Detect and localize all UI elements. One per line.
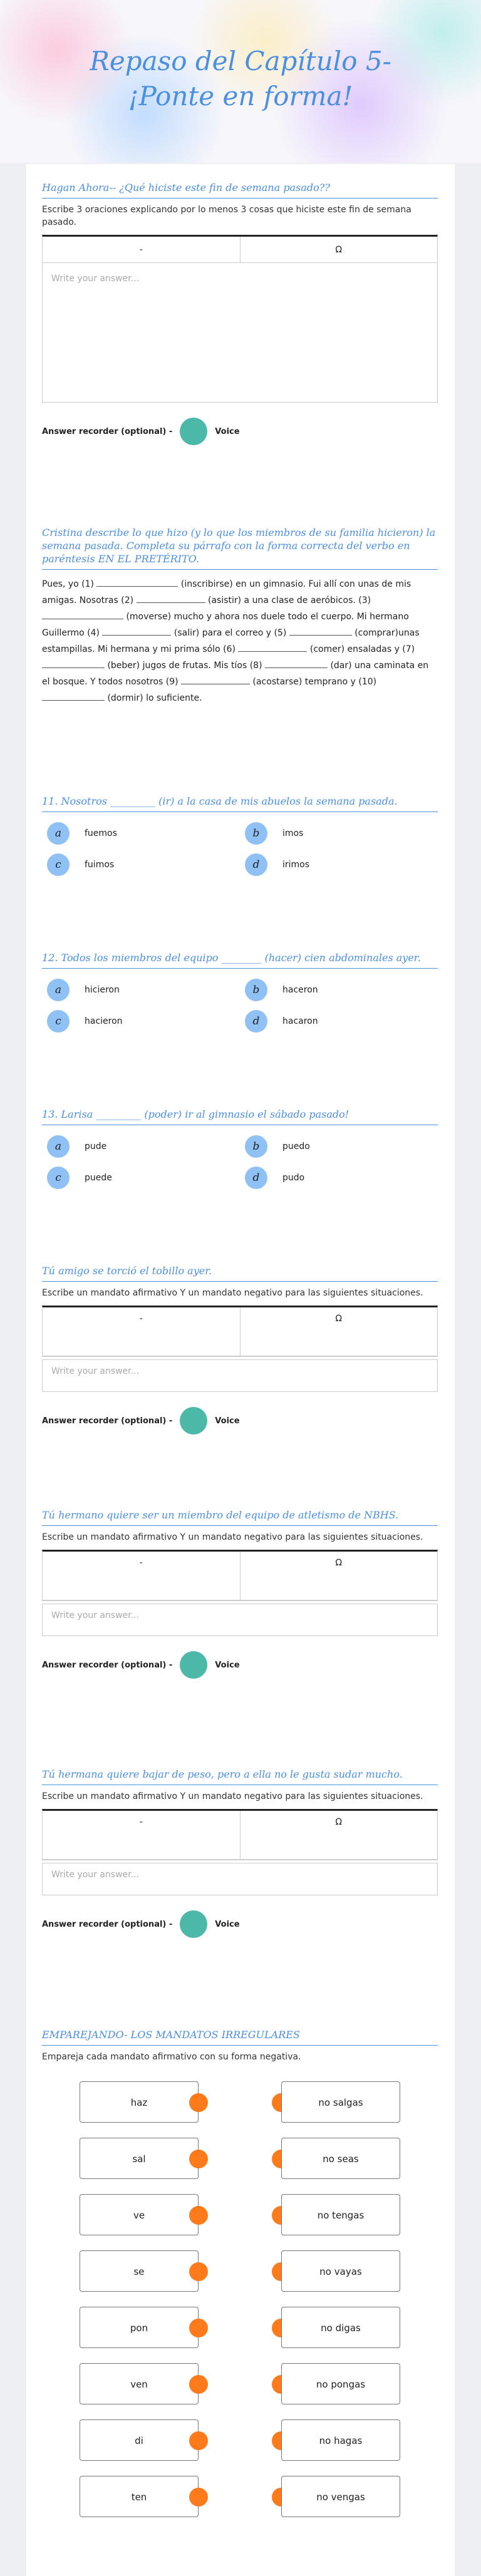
match-right-item[interactable]: no pongas (281, 2363, 400, 2404)
voice-label: Voice (215, 426, 240, 436)
option-text: haceron (282, 985, 318, 995)
record-button[interactable] (180, 418, 207, 445)
question-hagan-ahora (42, 182, 438, 445)
option-letter: c (47, 1010, 70, 1033)
option-b[interactable] (240, 979, 438, 1001)
match-left-item[interactable]: di (80, 2419, 199, 2461)
options (42, 979, 438, 1033)
match-left-item[interactable]: sal (80, 2138, 199, 2179)
answer-placeholder: Write your answer... (51, 1870, 139, 1880)
option-d[interactable] (240, 1010, 438, 1033)
answer-recorder-label: Answer recorder (optional) - (42, 1919, 173, 1929)
record-button[interactable] (180, 1407, 207, 1435)
paragraph-text: (acostarse) temprano y (10) (252, 677, 377, 687)
blank-7[interactable] (42, 658, 105, 668)
option-c[interactable] (42, 853, 240, 876)
question-description: Escribe un mandato afirmativo Y un mandato negativo para las siguientes situaciones. (42, 1288, 423, 1298)
option-text: fuimos (85, 860, 115, 870)
match-left-handle[interactable] (189, 2375, 208, 2394)
option-letter: c (47, 1167, 70, 1189)
option-a[interactable] (42, 1135, 240, 1158)
paragraph-text: (salir) para el correo y (5) (173, 628, 287, 638)
option-letter: b (245, 979, 267, 1001)
question-description: Escribe 3 oraciones explicando por lo menos 3 cosas que hiciste este fin de semana pasado. (42, 205, 411, 227)
paragraph-text: (dormir) lo suficiente. (107, 693, 202, 703)
paragraph-text: (comprar)unas estampillas. Mi hermana y mi prima sólo (6) (42, 628, 420, 654)
option-letter: a (47, 1135, 70, 1158)
blank-6[interactable] (238, 642, 307, 652)
match-left-item[interactable]: pon (80, 2307, 199, 2348)
match-right-item[interactable]: no seas (281, 2138, 400, 2179)
answer-table (42, 1306, 438, 1357)
match-row (80, 2307, 400, 2349)
record-button[interactable] (180, 1910, 207, 1938)
blank-4[interactable] (102, 626, 171, 636)
match-left-handle[interactable] (189, 2262, 208, 2281)
table-col-1: - (139, 1314, 143, 1324)
option-text: irimos (282, 860, 310, 870)
answer-recorder-label: Answer recorder (optional) - (42, 426, 173, 436)
question-11 (42, 795, 438, 876)
question-title: Tú hermana quiere bajar de peso, pero a ella no le gusta sudar mucho. (42, 1768, 438, 1785)
option-letter: d (245, 1010, 267, 1033)
option-b[interactable] (240, 822, 438, 845)
option-a[interactable] (42, 822, 240, 845)
option-a[interactable] (42, 979, 240, 1001)
option-text: pude (85, 1141, 107, 1151)
question-title: EMPAREJANDO- LOS MANDATOS IRREGULARES (42, 2029, 438, 2046)
match-row (80, 2476, 400, 2518)
match-row (80, 2419, 400, 2462)
blank-8[interactable] (265, 658, 328, 668)
table-header (43, 1811, 437, 1860)
paragraph-text: (inscribirse) en un gimnasio. Fui allí con unas de mis amigas. Nosotras (2) (42, 579, 411, 605)
option-b[interactable] (240, 1135, 438, 1158)
answer-recorder-label: Answer recorder (optional) - (42, 1660, 173, 1670)
option-letter: d (245, 853, 267, 876)
worksheet (26, 164, 455, 2576)
blank-5[interactable] (289, 626, 352, 636)
option-c[interactable] (42, 1167, 240, 1189)
question-emparejando (42, 2029, 438, 2530)
option-letter: a (47, 979, 70, 1001)
options (42, 822, 438, 876)
answer-recorder-label: Answer recorder (optional) - (42, 1416, 173, 1426)
table-col-1: - (139, 1817, 143, 1827)
option-text: fuemos (85, 828, 117, 838)
match-right-item[interactable]: no tengas (281, 2194, 400, 2235)
option-text: hacaron (282, 1016, 318, 1026)
answer-input[interactable] (42, 1359, 438, 1392)
table-col-2: Ω (240, 1307, 438, 1356)
header-background (0, 0, 481, 163)
fill-in-paragraph (42, 576, 438, 706)
answer-table (42, 1550, 438, 1601)
option-text: imos (282, 828, 304, 838)
question-title: Cristina describe lo que hizo (y lo que los miembros de su familia hicieron) la semana pasada. Completa su párrafo con la forma correcta del verbo en paréntesis EN EL PRETÉRITO. (42, 526, 438, 570)
match-left-handle[interactable] (189, 2093, 208, 2112)
answer-table (42, 1809, 438, 1860)
table-col-2: Ω (240, 237, 438, 262)
option-d[interactable] (240, 853, 438, 876)
options (42, 1135, 438, 1189)
match-row (80, 2194, 400, 2237)
table-header (43, 1307, 437, 1356)
match-left-item[interactable]: ven (80, 2363, 199, 2404)
question-title: Tú hermano quiere ser un miembro del equipo de atletismo de NBHS. (42, 1509, 438, 1526)
paragraph-text: (beber) jugos de frutas. Mis tíos (8) (107, 661, 262, 671)
match-left-item[interactable]: ve (80, 2194, 199, 2235)
match-row (80, 2138, 400, 2180)
match-right-item[interactable]: no hagas (281, 2419, 400, 2461)
answer-table (42, 235, 438, 403)
question-description: Escribe un mandato afirmativo Y un mandato negativo para las siguientes situaciones. (42, 1532, 423, 1542)
paragraph-text: (comer) ensaladas y (7) (309, 644, 415, 654)
question-description: Escribe un mandato afirmativo Y un mandato negativo para las siguientes situaciones. (42, 1791, 423, 1801)
answer-input[interactable] (43, 263, 437, 402)
match-left-handle[interactable] (189, 2319, 208, 2337)
answer-placeholder: Write your answer... (51, 274, 139, 284)
answer-input[interactable] (42, 1863, 438, 1895)
match-row (80, 2363, 400, 2406)
table-col-1: - (139, 245, 143, 255)
blank-10[interactable] (42, 691, 105, 701)
question-tobillo (42, 1265, 438, 1435)
question-cristina-paragraph (42, 526, 438, 706)
blank-9[interactable] (181, 674, 250, 684)
option-letter: a (47, 822, 70, 845)
title-line-2: ¡Ponte en forma! (128, 81, 353, 111)
voice-label: Voice (215, 1919, 240, 1929)
title-line-1: Repaso del Capítulo 5- (90, 46, 391, 76)
match-left-item[interactable]: ten (80, 2476, 199, 2517)
match-right-item[interactable]: no vengas (281, 2476, 400, 2517)
paragraph-text: (dar) una caminata en el bosque. Y todos nosotros (9) (42, 661, 429, 687)
option-text: puedo (282, 1141, 310, 1151)
table-header (43, 1552, 437, 1600)
question-title: 11. Nosotros _________ (ir) a la casa de mis abuelos la semana pasada. (42, 795, 438, 812)
answer-placeholder: Write your answer... (51, 1610, 139, 1620)
answer-recorder (42, 1407, 438, 1435)
paragraph-text: Pues, yo (1) (42, 579, 95, 589)
match-right-item[interactable]: no vayas (281, 2250, 400, 2292)
answer-recorder (42, 1651, 438, 1679)
question-13 (42, 1108, 438, 1189)
match-row (80, 2081, 400, 2124)
record-button[interactable] (180, 1651, 207, 1679)
match-right-item[interactable]: no digas (281, 2307, 400, 2348)
answer-input[interactable] (42, 1604, 438, 1636)
option-letter: d (245, 1167, 267, 1189)
match-left-handle[interactable] (189, 2488, 208, 2506)
paragraph-text: (asistir) a una clase de aeróbicos. (3) (207, 595, 371, 605)
option-letter: c (47, 853, 70, 876)
match-left-handle[interactable] (189, 2431, 208, 2450)
option-text: hacieron (85, 1016, 123, 1026)
answer-recorder (42, 418, 438, 445)
match-right-item[interactable]: no salgas (281, 2081, 400, 2123)
table-header (43, 237, 437, 263)
match-left-handle[interactable] (189, 2150, 208, 2168)
blank-2[interactable] (137, 593, 205, 603)
voice-label: Voice (215, 1660, 240, 1670)
option-text: hicieron (85, 985, 120, 995)
question-title: 12. Todos los miembros del equipo ________ (hacer) cien abdominales ayer. (42, 952, 438, 969)
option-d[interactable] (240, 1167, 438, 1189)
answer-placeholder: Write your answer... (51, 1366, 139, 1376)
option-letter: b (245, 822, 267, 845)
option-c[interactable] (42, 1010, 240, 1033)
match-left-item[interactable]: se (80, 2250, 199, 2292)
table-col-1: - (139, 1558, 143, 1568)
blank-3[interactable] (42, 609, 123, 619)
match-row (80, 2250, 400, 2293)
paragraph-text: (moverse) mucho y ahora nos duele todo el cuerpo. Mi hermano Guillermo (4) (42, 612, 409, 638)
question-title: Tú amigo se torció el tobillo ayer. (42, 1265, 438, 1282)
answer-recorder (42, 1910, 438, 1938)
question-description: Empareja cada mandato afirmativo con su forma negativa. (42, 2052, 301, 2062)
option-text: pudo (282, 1173, 305, 1183)
worksheet-title (0, 44, 481, 114)
table-col-2: Ω (240, 1811, 438, 1859)
question-bajar-de-peso (42, 1768, 438, 1938)
question-title: Hagan Ahora-- ¿Qué hiciste este fin de semana pasado?? (42, 182, 438, 198)
match-left-handle[interactable] (189, 2206, 208, 2225)
match-left-item[interactable]: haz (80, 2081, 199, 2123)
voice-label: Voice (215, 1416, 240, 1426)
question-12 (42, 952, 438, 1033)
question-atletismo (42, 1509, 438, 1679)
question-title: 13. Larisa _________ (poder) ir al gimnasio el sábado pasado! (42, 1108, 438, 1125)
option-text: puede (85, 1173, 112, 1183)
table-col-2: Ω (240, 1552, 438, 1600)
blank-1[interactable] (96, 577, 178, 587)
option-letter: b (245, 1135, 267, 1158)
